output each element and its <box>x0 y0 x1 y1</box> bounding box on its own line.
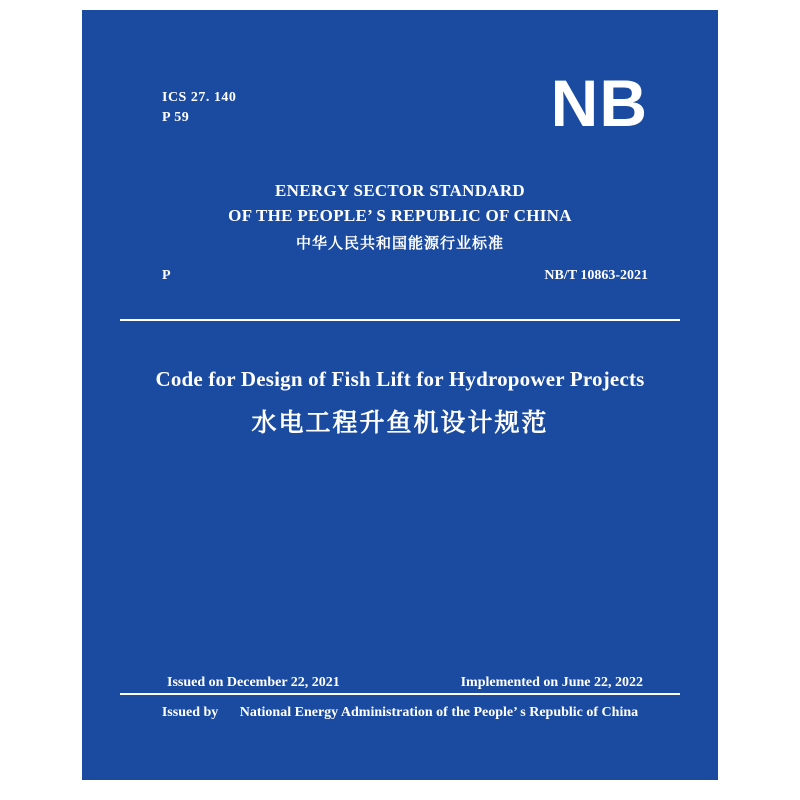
dates-row <box>167 675 643 691</box>
nb-logo: NB <box>550 66 648 140</box>
issued-by-organization: National Energy Administration of the People’ s Republic of China <box>239 705 639 720</box>
divider-top <box>120 319 680 321</box>
code-row <box>162 268 648 284</box>
standard-number: NB/T 10863-2021 <box>544 268 648 283</box>
classification-code: P <box>162 268 171 283</box>
issued-on-date: Issued on December 22, 2021 <box>167 675 340 690</box>
issued-by-row <box>82 705 718 721</box>
main-title-cn: 水电工程升鱼机设计规范 <box>251 408 549 437</box>
standard-title-en-line2: OF THE PEOPLE’ S REPUBLIC OF CHINA <box>228 206 572 225</box>
divider-bottom <box>120 693 680 695</box>
standard-cover <box>82 10 718 780</box>
issued-by-label: Issued by <box>161 705 219 720</box>
standard-title-cn: 中华人民共和国能源行业标准 <box>295 234 504 252</box>
ics-category: P 59 <box>162 110 190 125</box>
standard-title-en-line1: ENERGY SECTOR STANDARD <box>275 181 525 200</box>
ics-block <box>162 88 236 128</box>
main-title-en: Code for Design of Fish Lift for Hydropower Projects <box>155 367 645 391</box>
standard-title-en <box>82 178 718 228</box>
ics-number: ICS 27. 140 <box>162 90 237 105</box>
implemented-on-date: Implemented on June 22, 2022 <box>460 675 643 690</box>
